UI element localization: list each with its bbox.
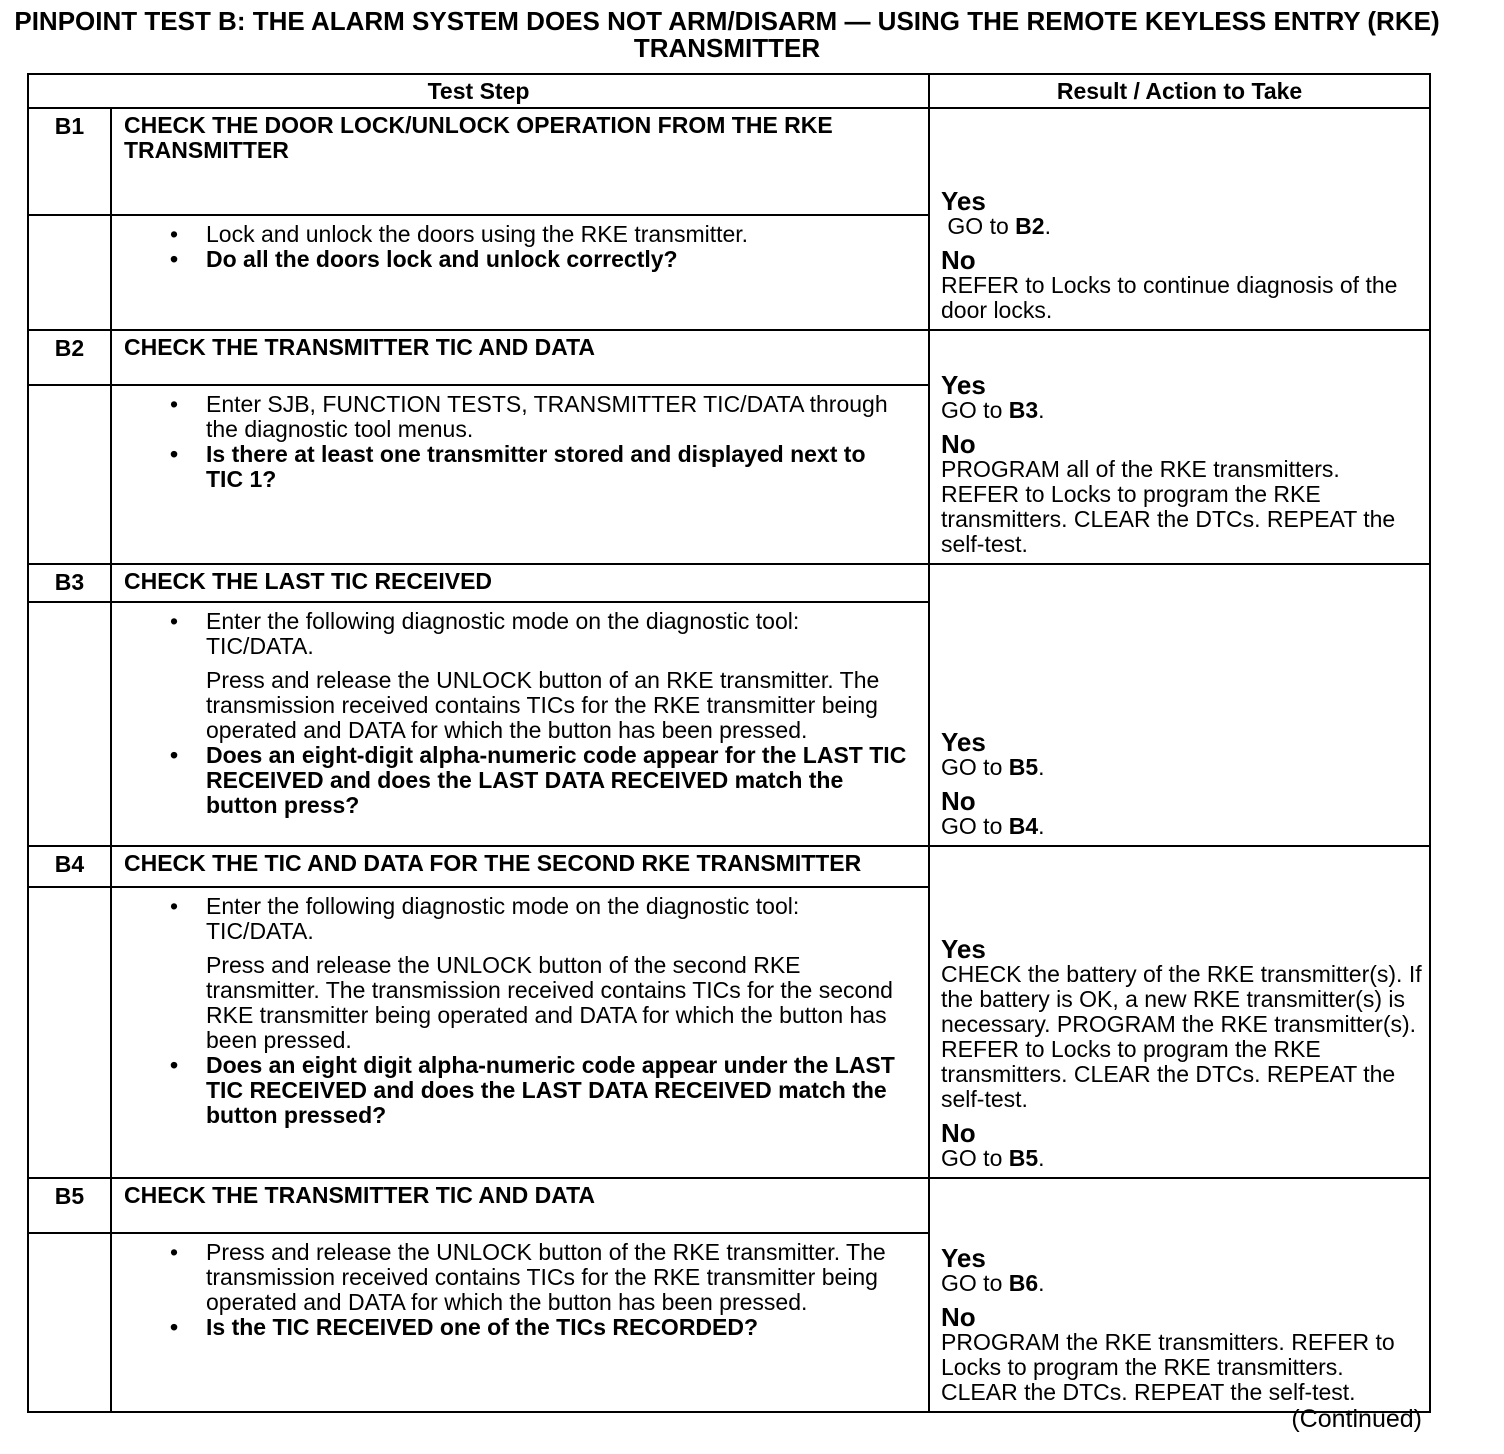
column-header-test-step: Test Step (28, 74, 929, 108)
step-id: B4 (28, 846, 111, 887)
step-result (929, 564, 1430, 846)
step-title: CHECK THE DOOR LOCK/UNLOCK OPERATION FROM THE RKE TRANSMITTER (111, 108, 929, 215)
step-body (111, 602, 929, 846)
result-text: REFER to Locks to continue diagnosis of the door locks. (941, 272, 1398, 323)
step-question: • Is the TIC RECEIVED one of the TICs RECORDED? (206, 1315, 908, 1340)
result-no (941, 247, 1423, 323)
result-no: No GO to B4. (941, 788, 1423, 839)
step-reference: B3 (1008, 397, 1039, 423)
page-title: PINPOINT TEST B: THE ALARM SYSTEM DOES NOT ARM/DISARM — USING THE REMOTE KEYLESS ENTRY (RKE) TRANSMITTER (14, 6, 1440, 63)
step-id: B3 (28, 564, 111, 602)
step-body (111, 385, 929, 564)
step-body (111, 887, 929, 1178)
continued-label: (Continued) (1291, 1405, 1422, 1433)
step-reference: B4 (1008, 813, 1039, 839)
step-instruction: • Enter the following diagnostic mode on the diagnostic tool: TIC/DATA. (206, 609, 908, 659)
yes-label: Yes (941, 727, 986, 757)
yes-label: Yes (941, 934, 986, 964)
step-body (111, 215, 929, 330)
no-label: No (941, 786, 976, 816)
step-row-b2 (28, 330, 1430, 385)
step-instruction: • Press and release the UNLOCK button of the RKE transmitter. The transmission received contains TICs for the RKE transmitter being operated and DATA for which the button has been pressed. (206, 1240, 908, 1315)
step-question: • Do all the doors lock and unlock correctly? (206, 247, 908, 272)
table-header-row (28, 74, 1430, 108)
step-instruction: • Lock and unlock the doors using the RKE transmitter. (206, 222, 908, 247)
step-id: B1 (28, 108, 111, 215)
step-result (929, 108, 1430, 330)
column-header-result: Result / Action to Take (929, 74, 1430, 108)
step-reference: B2 (1015, 213, 1045, 239)
no-label: No (941, 1118, 976, 1148)
step-row-b5 (28, 1178, 1430, 1233)
step-question: • Is there at least one transmitter stored and displayed next to TIC 1? (206, 442, 908, 492)
step-question: • Does an eight digit alpha-numeric code appear under the LAST TIC RECEIVED and does the LAST DATA RECEIVED match the button pressed? (206, 1053, 908, 1128)
step-instruction: • Enter the following diagnostic mode on the diagnostic tool: TIC/DATA. (206, 894, 908, 944)
step-id: B2 (28, 330, 111, 385)
step-note: Press and release the UNLOCK button of an RKE transmitter. The transmission received contains TICs for the RKE transmitter being operated and DATA for which the button has been pressed. (206, 667, 880, 744)
no-label: No (941, 245, 976, 275)
no-label: No (941, 429, 976, 459)
result-no (941, 431, 1423, 557)
result-no: No GO to B5. (941, 1120, 1423, 1171)
step-question: • Does an eight-digit alpha-numeric code appear for the LAST TIC RECEIVED and does the LAST DATA RECEIVED match the button press? (206, 743, 908, 818)
step-row-b3 (28, 564, 1430, 602)
step-note: Press and release the UNLOCK button of the second RKE transmitter. The transmission received contains TICs for the second RKE transmitter being operated and DATA for which the button has been pressed. (206, 952, 893, 1054)
result-text: CHECK the battery of the RKE transmitter(s). If the battery is OK, a new RKE transmitter(s) is necessary. PROGRAM the RKE transmitter(s). REFER to Locks to program the RKE transmitters. CLEAR the DTCs. REPEAT the self-test. (941, 961, 1422, 1112)
result-no (941, 1304, 1423, 1405)
step-row-b1 (28, 108, 1430, 215)
pinpoint-test-table (27, 73, 1431, 1413)
step-reference: B5 (1008, 1145, 1039, 1171)
yes-label: Yes (941, 186, 986, 216)
result-text: PROGRAM the RKE transmitters. REFER to Locks to program the RKE transmitters. CLEAR the DTCs. REPEAT the self-test. (941, 1329, 1395, 1405)
no-label: No (941, 1302, 976, 1332)
step-row-b4 (28, 846, 1430, 887)
step-title: CHECK THE TIC AND DATA FOR THE SECOND RKE TRANSMITTER (111, 846, 929, 887)
step-title: CHECK THE TRANSMITTER TIC AND DATA (111, 330, 929, 385)
result-yes: Yes GO to B2. (941, 188, 1423, 239)
step-id: B5 (28, 1178, 111, 1233)
step-result (929, 1178, 1430, 1412)
yes-label: Yes (941, 1243, 986, 1273)
step-reference: B6 (1008, 1270, 1039, 1296)
step-body (111, 1233, 929, 1412)
result-yes: Yes GO to B6. (941, 1245, 1423, 1296)
result-yes: Yes GO to B5. (941, 729, 1423, 780)
step-instruction: • Enter SJB, FUNCTION TESTS, TRANSMITTER TIC/DATA through the diagnostic tool menus. (206, 392, 908, 442)
result-text: PROGRAM all of the RKE transmitters. REFER to Locks to program the RKE transmitters. CLEAR the DTCs. REPEAT the self-test. (941, 456, 1396, 557)
result-yes: Yes GO to B3. (941, 372, 1423, 423)
yes-label: Yes (941, 370, 986, 400)
step-title: CHECK THE LAST TIC RECEIVED (111, 564, 929, 602)
step-result (929, 330, 1430, 564)
step-title: CHECK THE TRANSMITTER TIC AND DATA (111, 1178, 929, 1233)
step-result (929, 846, 1430, 1178)
step-reference: B5 (1008, 754, 1039, 780)
result-yes (941, 936, 1423, 1112)
